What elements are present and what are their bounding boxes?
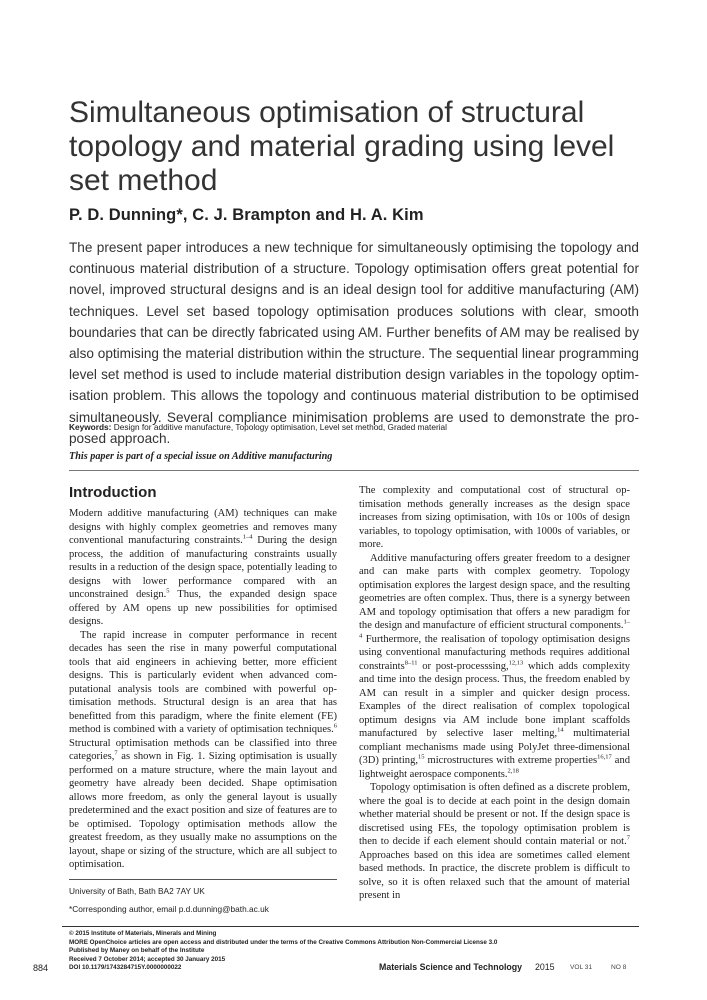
doi: DOI 10.1179/1743284715Y.0000000022 [69, 964, 182, 972]
citation: 5 [166, 587, 170, 595]
keywords [69, 422, 447, 432]
license-note: MORE OpenChoice articles are open access and distributed under the terms of the Creative Commons Attribution Non-Commercial License 3.0 [69, 938, 498, 946]
citation: 6 [333, 722, 337, 730]
body-paragraph: The complexity and computational cost of structural optimisation methods generally increases as the design space increases from sizing optimisation, with 10s or 100s of design variables, to topology optimisation, with 1000s of variables, or more. [359, 485, 630, 550]
journal-issue: NO 8 [611, 964, 627, 971]
corresponding-author: *Corresponding author, email p.d.dunning@bath.ac.uk [69, 904, 269, 914]
footer-divider [62, 926, 639, 927]
citation: 16,17 [597, 753, 612, 761]
citation: 15 [417, 753, 425, 761]
citation: 12,13 [508, 658, 524, 666]
journal-year: 2015 [535, 962, 555, 972]
body-paragraph: Modern additive manufacturing (AM) techniques can make designs with highly complex geometries and removes many conventional manufacturing constraints.$^{1-4}$ During the design process, the addition of manufacturing constraints usually results in a reduction of the design space, potentially leading to designs with lower performance compared with an unconstrained design.$^5$ Thus, the expanded design space offered by AM opens up new possibilities for optimised designs. [69, 508, 337, 627]
footnote-divider [69, 879, 337, 880]
section-divider [69, 470, 639, 471]
abstract: The present paper introduces a new technique for simultaneously optimising the topology and continuous material distribution of a structure. Topology optimisation offers great potential for novel, improved structural designs and is an ideal design tool for additive manufacturing (AM) techniques. Level set based topology optimisation produces solutions with clear, smooth boundaries that can be directly fabricated using AM. Further benefits of AM may be realised by also optimising the material distribution within the structure. The sequential linear programming level set method is used to include material distribution design variables in the topology optimisation problem. This allows the topology and continuous material distribution to be optimised simultaneously. Several compliance minimisation problems are used to demonstrate the proposed approach. [69, 240, 639, 446]
section-heading-introduction: Introduction [69, 484, 157, 501]
page-number: 884 [33, 963, 49, 973]
citation: 8–11 [404, 658, 418, 666]
body-paragraph: Additive manufacturing offers greater freedom to a designer and can make parts with complex geometry. Topology optimisation explores the largest design space, and the resulting geometries are often complex. Thus, there is a synergy between AM and topology optimisation that offers a new paradigm for the design and manufacture of efficient structural components.$^{1-4}$ Furthermore, the realisation of topology optimisation designs using conventional manufacturing methods requires additional constraints$^{8-11}$ or post-processsing,$^{12,13}$ which adds complexity and time into the design process. Thus, the freedom enabled by AM can result in a simpler and quicker design process. Examples of the direct realisation of complex topological optimum designs via AM include bone implant scaffolds manufactured by selective laser melting,$^{14}$ multimaterial compliant mechanisms made using PolyJet three-dimensional (3D) printing,$^{15}$ microstructures with extreme properties$^{16,17}$ and lightweight aerospace components.$^{2,18}$ [359, 552, 630, 780]
author-list: P. D. Dunning*, C. J. Brampton and H. A. Kim [69, 206, 424, 224]
keywords-text: Design for additive manufacture, Topology optimisation, Level set method, Graded material [113, 422, 448, 432]
keywords-label: Keywords: [69, 422, 112, 432]
affiliation: University of Bath, Bath BA2 7AY UK [69, 886, 205, 896]
journal-name: Materials Science and Technology [379, 962, 523, 972]
citation: 7 [114, 749, 118, 757]
copyright: © 2015 Institute of Materials, Minerals and Mining [69, 930, 217, 937]
special-issue-note: This paper is part of a special issue on Additive manufacturing [69, 451, 333, 462]
body-paragraph: The rapid increase in computer performance in recent decades has seen the rise in many powerful computational tools that aid engineers in achieving better, more efficient designs. This is particularly evident when advanced computational analysis tools are combined with powerful optimisation methods. Structural design is an area that has benefitted from this paradigm, where the finite element (FE) method is combined with a variety of optimisation techniques.$^6$ Structural optimisation methods can be classified into three categories,$^7$ as shown in Fig. 1. Sizing optimisation is usually performed on a mature structure, where the main layout and geometry have already been decided. Shape optimisation allows more freedom, as only the general layout is usually predetermined and the exact position and size of features are to be optimised. Topology optimisation methods allow the greatest freedom, as they usually make no assumptions on the layout, shape or sizing of the structure, which are all subject to optimisation. [69, 629, 337, 870]
body-paragraph: Topology optimisation is often defined as a discrete problem, where the goal is to decide at each point in the design domain whether material should be present or not. If the design space is discretised using FEs, the topology optimisation problem is then to decide if each element should contain material or not.$^7$ Approaches based on this idea are sometimes called element based methods. In practice, the discrete problem is difficult to solve, so it is often relaxed such that the amount of material present in [359, 782, 630, 901]
citation: 14 [557, 726, 564, 734]
left-column [69, 484, 337, 872]
publisher-note: Published by Maney on behalf of the Institute [69, 947, 205, 955]
received-dates: Received 7 October 2014; accepted 30 January 2015 [69, 955, 226, 963]
journal-volume: VOL 31 [570, 964, 593, 971]
citation: 7 [626, 834, 630, 842]
citation: 1–4 [242, 533, 253, 541]
citation: 1–4 [359, 618, 630, 639]
citation: 2,18 [507, 766, 519, 774]
paper-title: Simultaneous optimisation of structural topology and material grading using level set method [69, 96, 615, 197]
right-column [359, 484, 630, 903]
